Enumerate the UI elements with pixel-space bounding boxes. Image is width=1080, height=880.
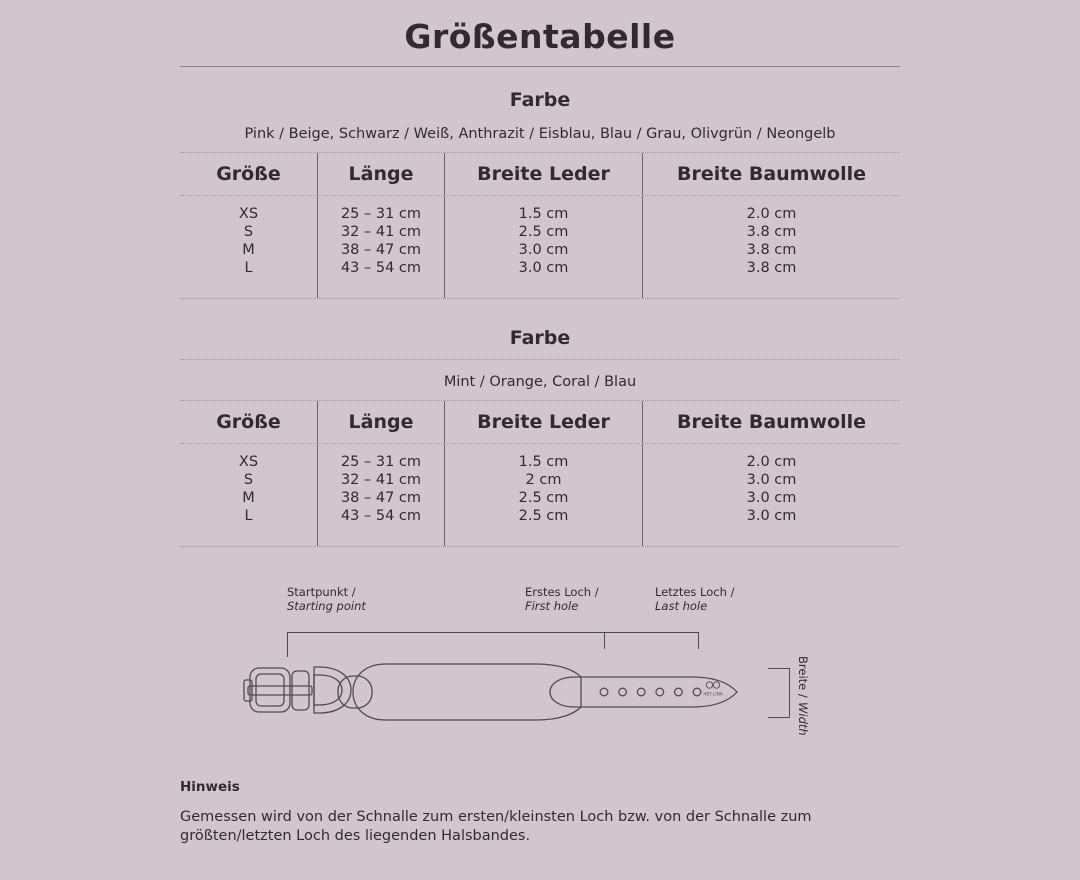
column-laenge (317, 444, 444, 546)
column-breite-baumwolle (642, 196, 900, 298)
table-cell: XS (238, 206, 259, 222)
table-cell: 38 – 47 cm (340, 490, 422, 506)
table-cell: M (242, 242, 255, 258)
column-header-breite-leder: Breite Leder (444, 153, 642, 195)
column-breite-leder (444, 444, 642, 546)
table-cell: 2.5 cm (518, 224, 569, 240)
column-laenge (317, 196, 444, 298)
table-cell: S (243, 472, 254, 488)
table-cell: L (244, 508, 253, 524)
measurement-bracket (287, 632, 699, 633)
farbe-heading-2: Farbe (509, 327, 571, 349)
column-header-laenge: Länge (317, 401, 444, 443)
column-header-breite-baumwolle: Breite Baumwolle (642, 153, 900, 195)
table-cell: 2 cm (525, 472, 562, 488)
table-cell: 38 – 47 cm (340, 242, 422, 258)
table-cell: 3.8 cm (746, 224, 797, 240)
width-bracket (768, 668, 790, 718)
size-chart-page (180, 0, 900, 547)
buckle-prong (248, 686, 312, 695)
table-cell: 2.5 cm (518, 490, 569, 506)
strap-hole (656, 688, 664, 696)
size-table-2 (180, 400, 900, 547)
table-cell: 3.0 cm (518, 242, 569, 258)
table-header-row (180, 153, 900, 196)
strap-hole (637, 688, 645, 696)
collar-illustration (240, 650, 800, 745)
table-body (180, 444, 900, 546)
column-header-groesse: Größe (216, 411, 281, 433)
column-groesse (180, 196, 317, 298)
table-header-row (180, 401, 900, 444)
table-cell: 32 – 41 cm (340, 224, 422, 240)
note-heading: Hinweis (180, 779, 240, 795)
first-hole-label-de: Erstes Loch / (525, 585, 599, 599)
table-cell: 3.0 cm (746, 490, 797, 506)
column-header-breite-leder: Breite Leder (444, 401, 642, 443)
table-cell: 2.5 cm (518, 508, 569, 524)
column-header-groesse: Größe (216, 163, 281, 185)
first-hole-label-en: First hole (525, 599, 579, 613)
collar-measurement-diagram (0, 580, 1080, 770)
table-cell: 3.8 cm (746, 242, 797, 258)
table-cell: XS (238, 454, 259, 470)
table-cell: 43 – 54 cm (340, 508, 422, 524)
last-hole-label-en: Last hole (655, 599, 708, 613)
keeper-loop (292, 671, 309, 710)
first-hole-tick (604, 633, 605, 649)
table-cell: 2.0 cm (746, 206, 797, 222)
width-label-de: Breite / (796, 656, 810, 699)
table-cell: 2.0 cm (746, 454, 797, 470)
strap-hole (619, 688, 627, 696)
logo-text: HEY LINA (703, 691, 723, 697)
table-cell: 25 – 31 cm (340, 454, 422, 470)
color-list-1: Pink / Beige, Schwarz / Weiß, Anthrazit / Eisblau, Blau / Grau, Olivgrün / Neongelb (244, 126, 836, 142)
column-header-laenge: Länge (317, 153, 444, 195)
hey-lina-logo (703, 682, 722, 697)
note-body: Gemessen wird von der Schnalle zum ersten/kleinsten Loch bzw. von der Schnalle zum größten/letzten Loch des liegenden Halsbandes. (180, 809, 812, 844)
strap-hole (693, 688, 701, 696)
table-cell: M (242, 490, 255, 506)
farbe-heading-1: Farbe (509, 89, 571, 111)
table-cell: 1.5 cm (518, 206, 569, 222)
table-cell: 3.0 cm (518, 260, 569, 276)
first-hole-label (525, 585, 599, 613)
column-groesse (180, 444, 317, 546)
column-header-breite-baumwolle: Breite Baumwolle (642, 401, 900, 443)
width-label (796, 653, 810, 739)
last-hole-label-de: Letztes Loch / (655, 585, 735, 599)
strap-hole (675, 688, 683, 696)
table-body (180, 196, 900, 298)
last-hole-label (655, 585, 734, 613)
column-breite-leder (444, 196, 642, 298)
color-list-2: Mint / Orange, Coral / Blau (180, 359, 900, 391)
table-cell: 25 – 31 cm (340, 206, 422, 222)
table-cell: 3.0 cm (746, 508, 797, 524)
table-cell: 1.5 cm (518, 454, 569, 470)
page-title: Größentabelle (404, 17, 676, 56)
table-cell: S (243, 224, 254, 240)
size-table-1 (180, 152, 900, 299)
startpoint-label-en: Starting point (287, 599, 366, 613)
buckle-frame-inner (256, 674, 284, 706)
table-cell: 43 – 54 cm (340, 260, 422, 276)
collar-band (353, 664, 581, 720)
note-section (180, 779, 925, 846)
table-cell: 3.0 cm (746, 472, 797, 488)
table-cell: L (244, 260, 253, 276)
title-divider (180, 66, 900, 67)
startpoint-label (287, 585, 366, 613)
table-cell: 3.8 cm (746, 260, 797, 276)
width-label-en: Width (796, 701, 810, 736)
strap-hole (600, 688, 608, 696)
last-hole-tick (698, 633, 699, 649)
startpoint-label-de: Startpunkt / (287, 585, 356, 599)
table-cell: 32 – 41 cm (340, 472, 422, 488)
column-breite-baumwolle (642, 444, 900, 546)
